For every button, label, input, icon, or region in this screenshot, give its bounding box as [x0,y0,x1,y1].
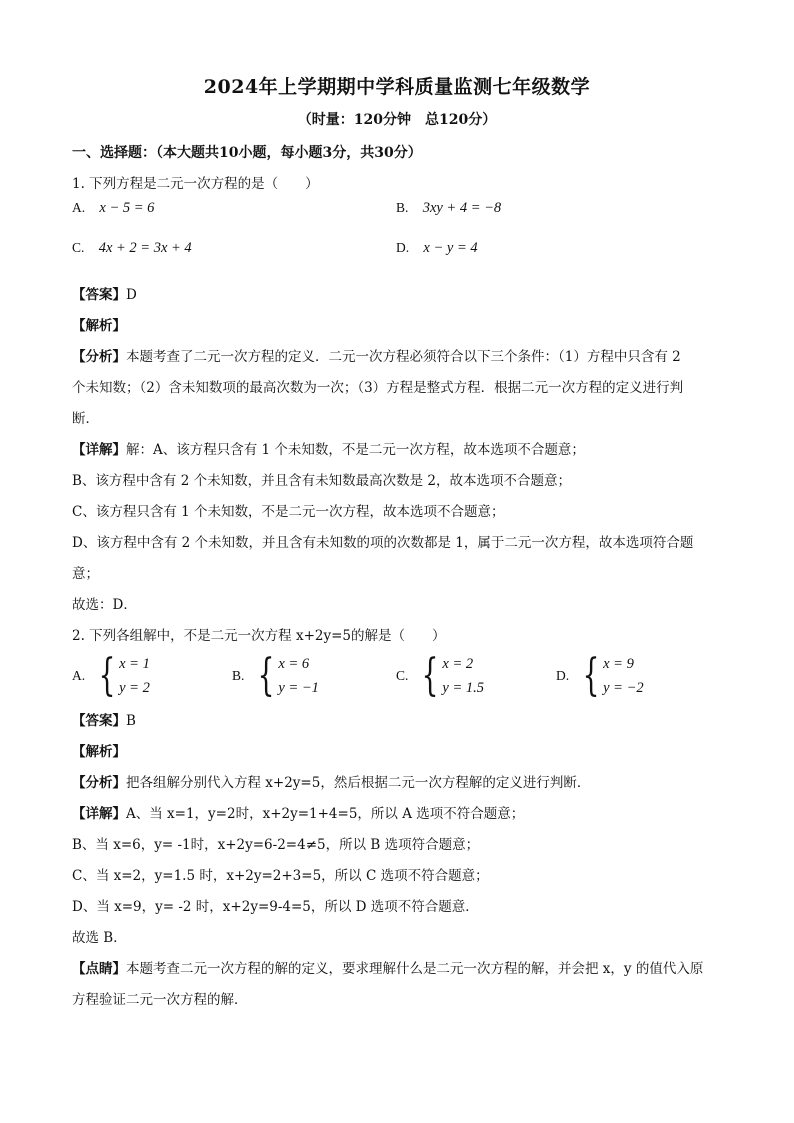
brace-icon: { [257,650,275,701]
q1-fenxi-line-2: 个未知数；（2）含未知数项的最高次数为一次；（3）方程是整式方程．根据二元一次方程的定义进行判 [72,380,684,396]
q2-option-a-line-2: y = 2 [119,680,150,696]
q1-option-c [72,240,192,257]
q1-fenxi-line-1 [72,342,722,373]
q1-answer-value: D [126,287,137,303]
q2-answer-tag: 【答案】 [72,713,126,729]
q2-detail-line-2: B、当 x=6，y= -1时，x+2y=6-2=4≠5，所以 B 选项符合题意； [72,837,480,853]
q2-option-a-label: A. [72,668,86,683]
q2-dianjing-text-1: 本题考查二元一次方程的解的定义，要求理解什么是二元一次方程的解，并会把 x，y 的值代入原 [126,961,704,977]
page-title: 2024年上学期期中学科质量监测七年级数学 [203,76,591,98]
q1-option-a [72,200,154,217]
q1-detail-line-4: D、该方程中含有 2 个未知数，并且含有未知数的项的次数都是 1，属于二元一次方程，故本选项符合题 [72,535,694,551]
q2-detail-text-1: A、当 x=1，y=2时，x+2y=1+4=5，所以 A 选项不符合题意； [126,806,525,822]
q2-fenxi-text: 把各组解分别代入方程 x+2y=5，然后根据二元一次方程解的定义进行判断． [126,775,591,791]
section-heading: 一、选择题：（本大题共10小题，每小题3分，共30分） [72,145,422,161]
q1-answer-tag: 【答案】 [72,287,126,303]
q1-option-b-expr: 3xy + 4 = −8 [422,200,502,216]
q2-option-a-line-1: x = 1 [119,656,150,672]
q2-option-b-label: B. [232,668,245,683]
q2-answer-line [72,706,722,737]
q2-dianjing-line-1 [72,954,722,985]
q2-option-c-label: C. [396,668,409,683]
q1-detail-text-1: 解：A、该方程只含有 1 个未知数，不是二元一次方程，故本选项不合题意； [126,442,585,458]
q2-detail-line-1 [72,799,722,830]
q1-conclusion: 故选：D． [72,597,137,613]
q1-analysis-tag: 【解析】 [72,318,126,334]
q2-dianjing-tag: 【点睛】 [72,961,126,977]
q1-detail-line-3: C、该方程只含有 1 个未知数，不是二元一次方程，故本选项不合题意； [72,504,505,520]
brace-icon: { [582,650,600,701]
q1-detail-line-5: 意； [72,566,99,582]
q1-answer-line [72,280,722,311]
q1-option-c-expr: 4x + 2 = 3x + 4 [98,240,192,256]
q1-detail-line-1 [72,435,722,466]
q2-option-c-line-1: x = 2 [442,656,474,672]
q1-fenxi-line-3: 断． [72,411,99,427]
q1-option-d-label: D. [396,240,410,255]
q2-option-b [232,652,319,700]
brace-icon: { [98,650,116,701]
q2-fenxi-line [72,768,722,799]
q2-dianjing-line-2: 方程验证二元一次方程的解． [72,992,248,1008]
q2-options-row [72,652,722,706]
q2-option-a [72,652,150,700]
q1-options-row-2 [72,240,722,280]
q1-fenxi-text-1: 本题考查了二元一次方程的定义．二元一次方程必须符合以下三个条件：（1）方程中只含有 2 [126,349,681,365]
q1-option-a-expr: x − 5 = 6 [99,200,155,216]
brace-icon: { [421,650,439,701]
q1-option-d-expr: x − y = 4 [423,240,478,256]
q2-fenxi-tag: 【分析】 [72,775,126,791]
q1-option-d [396,240,478,257]
q2-answer-value: B [126,713,136,729]
q1-options-row-1 [72,200,722,240]
q2-detail-line-4: D、当 x=9，y= -2 时，x+2y=9-4=5，所以 D 选项不符合题意． [72,899,479,915]
q1-detail-line-2: B、该方程中含有 2 个未知数，并且含有未知数最高次数是 2，故本选项不合题意； [72,473,571,489]
q2-option-b-line-1: x = 6 [278,656,310,672]
q2-stem: 2. 下列各组解中，不是二元一次方程 x+2y=5的解是（ ） [72,628,446,644]
q2-detail-tag: 【详解】 [72,806,126,822]
q2-option-c [396,652,484,700]
q1-stem: 1. 下列方程是二元一次方程的是（ ） [72,176,319,192]
q2-option-d [556,652,644,700]
q1-fenxi-tag: 【分析】 [72,349,126,365]
q1-detail-tag: 【详解】 [72,442,126,458]
q1-option-b [396,200,501,217]
q1-option-a-label: A. [72,200,86,215]
q2-conclusion: 故选 B． [72,930,127,946]
page-subtitle: （时量：120分钟 总120分） [297,112,497,128]
document-content [72,138,722,1016]
q2-option-d-label: D. [556,668,570,683]
q2-detail-line-3: C、当 x=2，y=1.5 时，x+2y=2+3=5，所以 C 选项不符合题意； [72,868,489,884]
q2-option-d-line-2: y = −2 [603,680,644,696]
q2-option-c-line-2: y = 1.5 [442,680,484,696]
q2-analysis-tag: 【解析】 [72,744,126,760]
q2-option-d-line-1: x = 9 [603,656,634,672]
q1-option-c-label: C. [72,240,85,255]
q1-option-b-label: B. [396,200,409,215]
q2-option-b-line-2: y = −1 [278,680,319,696]
